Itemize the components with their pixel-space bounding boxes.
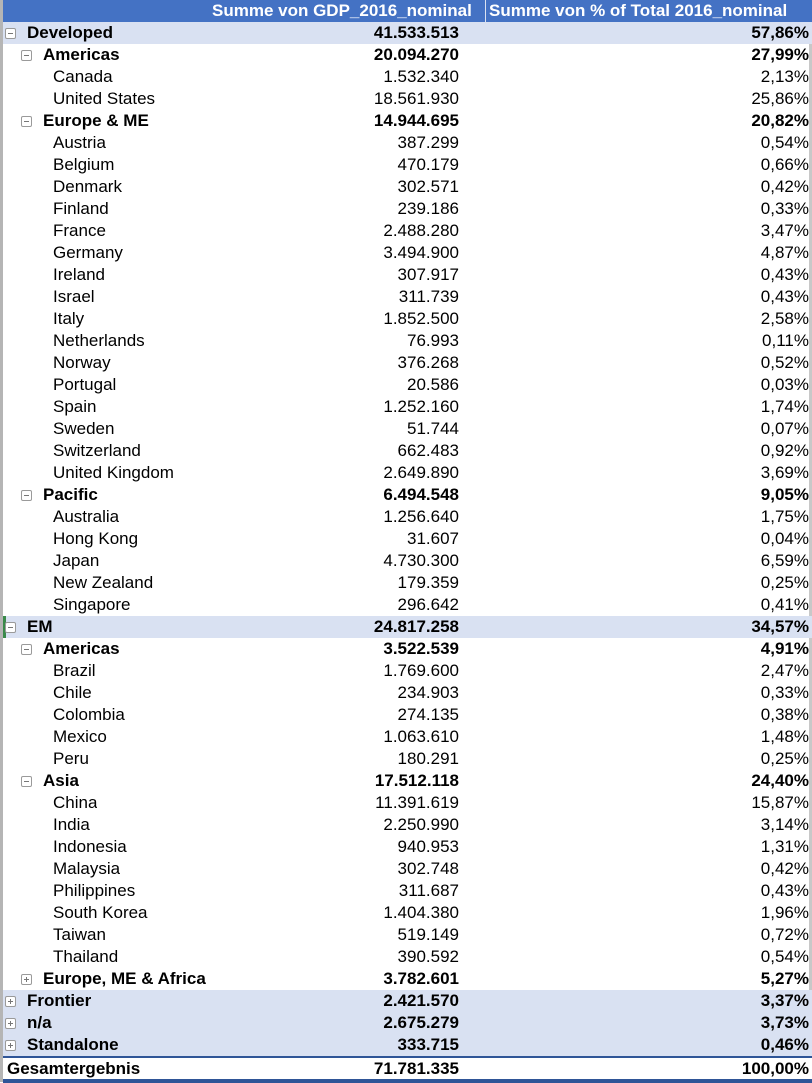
row-label: Canada	[53, 67, 113, 86]
table-row[interactable]	[3, 792, 812, 814]
row-label-cell[interactable]	[3, 67, 343, 87]
gdp-value[interactable]: 296.642	[397, 595, 459, 614]
pct-value[interactable]: 20,82%	[751, 111, 809, 130]
gdp-value[interactable]: 2.250.990	[383, 815, 459, 834]
table-row[interactable]	[3, 286, 812, 308]
table-row[interactable]	[3, 946, 812, 968]
pct-value[interactable]: 0,42%	[760, 177, 809, 196]
gdp-value[interactable]: 2.421.570	[383, 991, 459, 1010]
gdp-value[interactable]: 311.739	[398, 287, 459, 306]
subgroup-row[interactable]	[3, 968, 812, 990]
row-label-cell[interactable]	[3, 23, 343, 43]
row-label-cell[interactable]	[3, 639, 343, 659]
row-label-cell[interactable]	[3, 463, 343, 483]
collapse-icon[interactable]	[21, 644, 32, 655]
table-row[interactable]	[3, 374, 812, 396]
gdp-value[interactable]: 20.586	[407, 375, 459, 394]
pivot-header-row	[3, 0, 812, 22]
row-label-cell[interactable]	[3, 991, 343, 1011]
row-label: Germany	[53, 243, 123, 262]
table-row[interactable]	[3, 924, 812, 946]
collapse-icon[interactable]	[21, 116, 32, 127]
pct-value[interactable]: 27,99%	[751, 45, 809, 64]
pct-value[interactable]: 0,52%	[760, 353, 809, 372]
row-label-cell[interactable]	[3, 485, 343, 505]
pct-value[interactable]: 9,05%	[760, 485, 809, 504]
row-label: Malaysia	[53, 859, 121, 878]
table-row[interactable]	[3, 704, 812, 726]
row-label-cell[interactable]	[3, 573, 343, 593]
row-label-cell[interactable]	[3, 947, 343, 967]
pct-value[interactable]: 1,31%	[760, 837, 809, 856]
table-row[interactable]	[3, 836, 812, 858]
table-row[interactable]	[3, 418, 812, 440]
row-label: Europe, ME & Africa	[43, 969, 206, 988]
row-label: Belgium	[53, 155, 115, 174]
gdp-value[interactable]: 390.592	[397, 947, 459, 966]
pct-value[interactable]: 0,03%	[760, 375, 809, 394]
gdp-value[interactable]: 41.533.513	[373, 23, 459, 42]
pct-value[interactable]: 1,96%	[760, 903, 809, 922]
row-label-cell[interactable]	[3, 837, 343, 857]
row-label: Pacific	[43, 485, 98, 504]
pct-value[interactable]: 24,40%	[751, 771, 809, 790]
pct-value[interactable]: 15,87%	[751, 793, 809, 812]
pct-value[interactable]: 3,37%	[760, 991, 809, 1010]
pct-value[interactable]: 0,46%	[760, 1035, 809, 1054]
row-label: Portugal	[53, 375, 117, 394]
pct-column-header[interactable]: Summe von % of Total 2016_nominal	[489, 1, 788, 20]
table-row[interactable]	[3, 352, 812, 374]
gdp-value[interactable]: 1.852.500	[383, 309, 459, 328]
table-row[interactable]	[3, 440, 812, 462]
table-row[interactable]	[3, 902, 812, 924]
pct-value[interactable]: 0,25%	[760, 573, 809, 592]
table-row[interactable]	[3, 528, 812, 550]
row-label: Europe & ME	[43, 111, 149, 130]
table-row[interactable]	[3, 198, 812, 220]
row-label: EM	[27, 617, 53, 636]
table-row[interactable]	[3, 814, 812, 836]
row-label: Chile	[53, 683, 92, 702]
row-label: Brazil	[53, 661, 96, 680]
row-label-cell[interactable]	[3, 881, 343, 901]
row-label: Australia	[53, 507, 120, 526]
subgroup-row[interactable]	[3, 484, 812, 506]
row-label-cell[interactable]	[3, 1035, 343, 1055]
row-label-cell[interactable]	[3, 529, 343, 549]
row-label-cell[interactable]	[3, 1013, 343, 1033]
pct-value[interactable]: 4,91%	[760, 639, 809, 658]
group-row[interactable]	[3, 1012, 812, 1034]
row-label-cell[interactable]	[3, 441, 343, 461]
pct-value[interactable]: 0,66%	[760, 155, 809, 174]
row-label: Israel	[53, 287, 95, 306]
gdp-value[interactable]: 302.571	[397, 177, 459, 196]
gdp-value[interactable]: 662.483	[397, 441, 459, 460]
gdp-value[interactable]: 179.359	[397, 573, 459, 592]
row-label: Philippines	[53, 881, 136, 900]
pct-value[interactable]: 1,48%	[760, 727, 809, 746]
table-row[interactable]	[3, 660, 812, 682]
gdp-value[interactable]: 4.730.300	[383, 551, 459, 570]
row-label: Americas	[43, 639, 120, 658]
row-label-cell[interactable]	[3, 903, 343, 923]
gdp-value[interactable]: 3.522.539	[383, 639, 459, 658]
row-label-cell[interactable]	[3, 243, 343, 263]
gdp-column-header[interactable]: Summe von GDP_2016_nominal	[210, 0, 486, 22]
row-label: Ireland	[53, 265, 105, 284]
gdp-value[interactable]: 180.291	[397, 749, 459, 768]
table-row[interactable]	[3, 66, 812, 88]
pct-value[interactable]: 3,14%	[760, 815, 809, 834]
gdp-value[interactable]: 1.063.610	[383, 727, 459, 746]
row-label: Peru	[53, 749, 89, 768]
pct-value[interactable]: 0,43%	[760, 265, 809, 284]
row-label-cell[interactable]	[3, 287, 343, 307]
row-label: Austria	[53, 133, 106, 152]
gdp-value[interactable]: 1.256.640	[383, 507, 459, 526]
pct-value[interactable]: 0,04%	[760, 529, 809, 548]
table-row[interactable]	[3, 506, 812, 528]
pct-value[interactable]: 0,33%	[760, 199, 809, 218]
row-label: Asia	[43, 771, 79, 790]
subgroup-row[interactable]	[3, 638, 812, 660]
row-label-cell[interactable]	[3, 419, 343, 439]
gdp-value[interactable]: 18.561.930	[373, 89, 459, 108]
table-row[interactable]	[3, 264, 812, 286]
row-label-cell[interactable]	[3, 771, 343, 791]
pct-value[interactable]: 0,54%	[760, 947, 809, 966]
pct-value[interactable]: 3,69%	[760, 463, 809, 482]
row-label-cell[interactable]	[3, 683, 343, 703]
gdp-value[interactable]: 1.252.160	[383, 397, 459, 416]
row-label-cell[interactable]	[3, 45, 343, 65]
pct-value[interactable]: 25,86%	[751, 89, 809, 108]
grand-total-row[interactable]	[3, 1056, 812, 1083]
gdp-value[interactable]: 76.993	[407, 331, 459, 350]
row-label-cell[interactable]	[3, 375, 343, 395]
pct-value[interactable]: 0,11%	[762, 331, 809, 350]
row-label-cell[interactable]	[3, 331, 343, 351]
pct-value[interactable]: 57,86%	[751, 23, 809, 42]
expand-icon[interactable]	[5, 1018, 16, 1029]
expand-icon[interactable]	[5, 996, 16, 1007]
table-row[interactable]	[3, 308, 812, 330]
pct-value[interactable]: 5,27%	[760, 969, 809, 988]
row-label: Sweden	[53, 419, 115, 438]
table-row[interactable]	[3, 880, 812, 902]
table-row[interactable]	[3, 330, 812, 352]
grand-total-label-cell[interactable]	[3, 1059, 343, 1079]
row-label: United States	[53, 89, 156, 108]
pct-value[interactable]: 2,13%	[760, 67, 809, 86]
table-row[interactable]	[3, 594, 812, 616]
pct-value[interactable]: 0,54%	[760, 133, 809, 152]
row-label-cell[interactable]	[3, 551, 343, 571]
row-label-cell[interactable]	[3, 265, 343, 285]
pct-value[interactable]: 3,73%	[760, 1013, 809, 1032]
gdp-value[interactable]: 31.607	[407, 529, 459, 548]
table-row[interactable]	[3, 220, 812, 242]
gdp-value[interactable]: 333.715	[397, 1035, 459, 1054]
table-row[interactable]	[3, 462, 812, 484]
table-row[interactable]	[3, 726, 812, 748]
pct-value[interactable]: 3,47%	[760, 221, 809, 240]
expand-icon[interactable]	[21, 974, 32, 985]
pct-value[interactable]: 0,25%	[760, 749, 809, 768]
row-label-cell[interactable]	[3, 221, 343, 241]
gdp-value[interactable]: 311.687	[398, 881, 459, 900]
table-row[interactable]	[3, 176, 812, 198]
gdp-value[interactable]: 2.649.890	[383, 463, 459, 482]
pct-value[interactable]: 4,87%	[760, 243, 809, 262]
gdp-value[interactable]: 3.782.601	[383, 969, 459, 988]
pct-value[interactable]: 0,43%	[760, 287, 809, 306]
row-label: Denmark	[53, 177, 122, 196]
table-row[interactable]	[3, 858, 812, 880]
table-row[interactable]	[3, 550, 812, 572]
row-label: Singapore	[53, 595, 131, 614]
gdp-value[interactable]: 17.512.118	[374, 771, 459, 790]
row-label: China	[53, 793, 98, 812]
pct-value[interactable]: 0,42%	[760, 859, 809, 878]
row-label: India	[53, 815, 90, 834]
row-label: Taiwan	[53, 925, 106, 944]
table-row[interactable]	[3, 682, 812, 704]
pct-value[interactable]: 0,72%	[760, 925, 809, 944]
row-label-cell[interactable]	[3, 617, 343, 637]
group-row[interactable]	[3, 22, 812, 44]
gdp-value[interactable]: 1.404.380	[383, 903, 459, 922]
row-label-cell[interactable]	[3, 705, 343, 725]
gdp-value[interactable]: 1.532.340	[383, 67, 459, 86]
pct-value[interactable]: 34,57%	[751, 617, 809, 636]
gdp-value[interactable]: 470.179	[397, 155, 459, 174]
collapse-icon[interactable]	[21, 776, 32, 787]
row-label-cell[interactable]	[3, 397, 343, 417]
row-label-cell[interactable]	[3, 89, 343, 109]
row-label-cell[interactable]	[3, 595, 343, 615]
table-row[interactable]	[3, 132, 812, 154]
row-label: Americas	[43, 45, 120, 64]
row-label-cell[interactable]	[3, 925, 343, 945]
gdp-value[interactable]: 24.817.258	[373, 617, 459, 636]
row-label: Developed	[27, 23, 113, 42]
pct-value[interactable]: 0,38%	[760, 705, 809, 724]
pct-value[interactable]: 0,41%	[760, 595, 809, 614]
gdp-value[interactable]: 11.391.619	[375, 793, 459, 812]
row-label: Mexico	[53, 727, 107, 746]
group-row[interactable]	[3, 616, 812, 638]
gdp-value[interactable]: 940.953	[397, 837, 459, 856]
row-label: Frontier	[27, 991, 92, 1010]
row-label-cell[interactable]	[3, 815, 343, 835]
pct-value[interactable]: 1,74%	[760, 397, 809, 416]
row-label-cell[interactable]	[3, 749, 343, 769]
table-row[interactable]	[3, 154, 812, 176]
gdp-value[interactable]: 302.748	[397, 859, 459, 878]
row-label: Spain	[53, 397, 97, 416]
table-row[interactable]	[3, 396, 812, 418]
subgroup-row[interactable]	[3, 110, 812, 132]
row-label: Colombia	[53, 705, 125, 724]
row-label-cell[interactable]	[3, 507, 343, 527]
row-label-cell[interactable]	[3, 969, 343, 989]
gdp-value[interactable]: 2.675.279	[383, 1013, 459, 1032]
row-label: Indonesia	[53, 837, 127, 856]
gdp-value[interactable]: 307.917	[397, 265, 459, 284]
row-label-cell[interactable]	[3, 177, 343, 197]
table-row[interactable]	[3, 242, 812, 264]
row-label: Netherlands	[53, 331, 145, 350]
collapse-icon[interactable]	[5, 28, 16, 39]
table-row[interactable]	[3, 572, 812, 594]
row-label: Hong Kong	[53, 529, 139, 548]
group-row[interactable]	[3, 1034, 812, 1056]
group-row[interactable]	[3, 990, 812, 1012]
row-label-cell[interactable]	[3, 155, 343, 175]
gdp-value[interactable]: 274.135	[397, 705, 459, 724]
pct-value[interactable]: 0,07%	[760, 419, 809, 438]
pivot-table	[3, 0, 812, 1083]
row-label: Thailand	[53, 947, 119, 966]
row-label: n/a	[27, 1013, 52, 1032]
pct-value[interactable]: 1,75%	[760, 507, 809, 526]
gdp-value[interactable]: 20.094.270	[373, 45, 459, 64]
row-label: Italy	[53, 309, 85, 328]
row-label: United Kingdom	[53, 463, 174, 482]
row-label: Norway	[53, 353, 111, 372]
table-row[interactable]	[3, 748, 812, 770]
row-label: Japan	[53, 551, 100, 570]
table-row[interactable]	[3, 88, 812, 110]
pivot-body	[3, 22, 812, 1056]
pct-value[interactable]: 0,43%	[760, 881, 809, 900]
row-label-cell[interactable]	[3, 727, 343, 747]
pct-value[interactable]: 0,33%	[760, 683, 809, 702]
grand-total-label: Gesamtergebnis	[7, 1058, 141, 1078]
row-label: New Zealand	[53, 573, 154, 592]
collapse-icon[interactable]	[21, 50, 32, 61]
collapse-icon[interactable]	[5, 622, 16, 633]
pct-value[interactable]: 2,58%	[760, 309, 809, 328]
gdp-value[interactable]: 2.488.280	[383, 221, 459, 240]
grand-total-pct[interactable]: 100,00%	[741, 1058, 809, 1078]
pct-value[interactable]: 0,92%	[760, 441, 809, 460]
row-label: France	[53, 221, 106, 240]
pct-value[interactable]: 6,59%	[760, 551, 809, 570]
gdp-value[interactable]: 51.744	[407, 419, 459, 438]
row-label: Finland	[53, 199, 109, 218]
expand-icon[interactable]	[5, 1040, 16, 1051]
subgroup-row[interactable]	[3, 770, 812, 792]
grand-total-gdp[interactable]: 71.781.335	[373, 1058, 459, 1078]
row-label-cell[interactable]	[3, 793, 343, 813]
gdp-value[interactable]: 376.268	[397, 353, 459, 372]
row-label-cell[interactable]	[3, 353, 343, 373]
row-label: South Korea	[53, 903, 148, 922]
row-label-cell[interactable]	[3, 859, 343, 879]
gdp-value[interactable]: 6.494.548	[383, 485, 459, 504]
row-label-cell[interactable]	[3, 111, 343, 131]
gdp-value[interactable]: 234.903	[397, 683, 459, 702]
row-label: Switzerland	[53, 441, 141, 460]
pct-value[interactable]: 2,47%	[760, 661, 809, 680]
collapse-icon[interactable]	[21, 490, 32, 501]
gdp-value[interactable]: 519.149	[397, 925, 459, 944]
gdp-value[interactable]: 3.494.900	[383, 243, 459, 262]
row-label-cell[interactable]	[3, 661, 343, 681]
gdp-value[interactable]: 239.186	[397, 199, 459, 218]
row-label-cell[interactable]	[3, 133, 343, 153]
gdp-value[interactable]: 387.299	[397, 133, 459, 152]
row-label-cell[interactable]	[3, 199, 343, 219]
row-label-cell[interactable]	[3, 309, 343, 329]
subgroup-row[interactable]	[3, 44, 812, 66]
gdp-value[interactable]: 14.944.695	[373, 111, 459, 130]
row-label: Standalone	[27, 1035, 119, 1054]
gdp-value[interactable]: 1.769.600	[383, 661, 459, 680]
